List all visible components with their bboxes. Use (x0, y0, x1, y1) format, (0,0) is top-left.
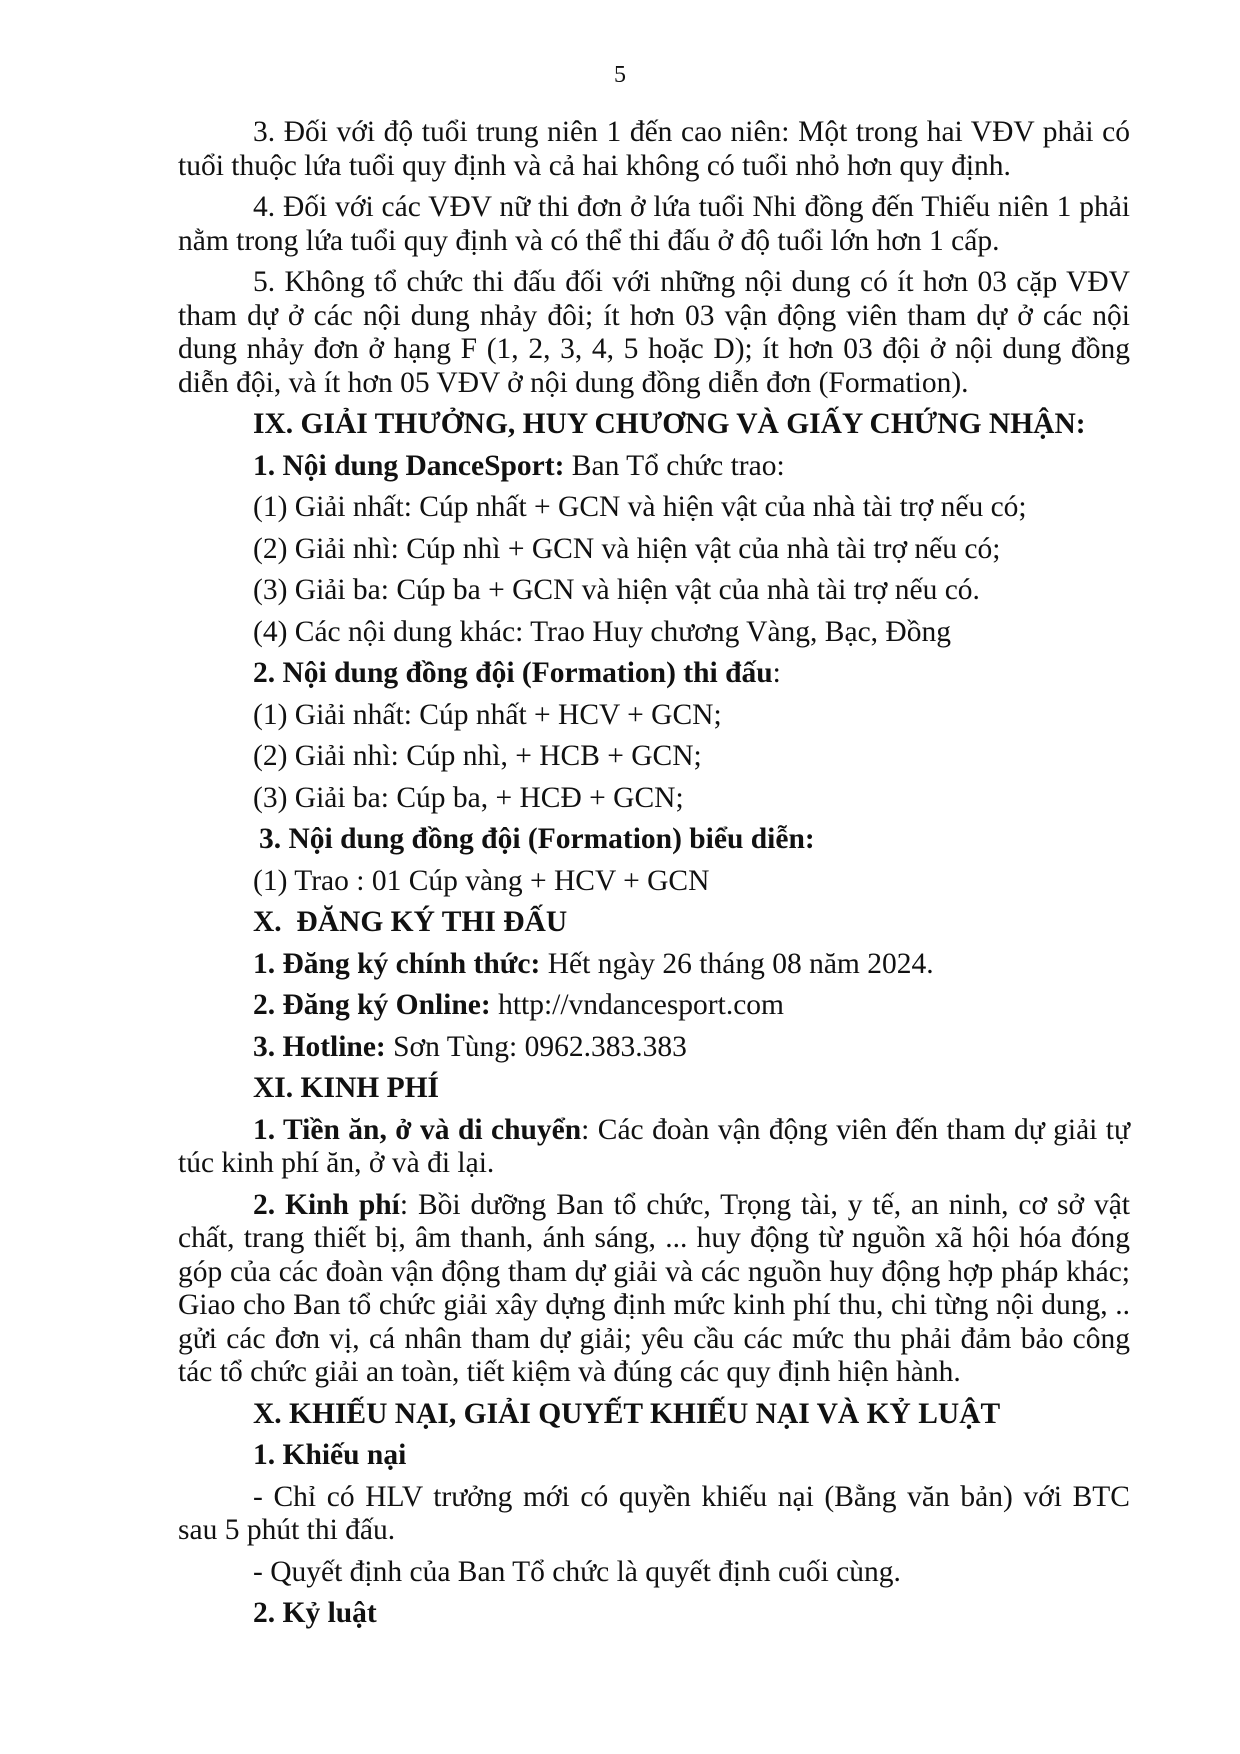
section-complaints-heading: X. KHIẾU NẠI, GIẢI QUYẾT KHIẾU NẠI VÀ KỶ LUẬT (253, 1397, 1001, 1430)
complaints-subheading: 1. Khiếu nại (253, 1439, 407, 1471)
registration-online: 2. Đăng ký Online: http://vndancesport.com (253, 989, 784, 1021)
age-rule-5: 5. Không tổ chức thi đấu đối với những nội dung có ít hơn 03 cặp VĐV tham dự ở các nội dung nhảy đôi; ít hơn 03 vận động viên tham dự ở các nội dung nhảy đơn ở hạng F (1, 2, 3, 4, 5 hoặc D); ít hơn 03 đội ở nội dung đồng diễn đội, và ít hơn 05 VĐV ở nội dung đồng diễn đơn (Formation). (178, 266, 1130, 399)
section-ix-heading: IX. GIẢI THƯỞNG, HUY CHƯƠNG VÀ GIẤY CHỨNG NHẬN: (253, 408, 1086, 440)
age-rule-3: 3. Đối với độ tuổi trung niên 1 đến cao niên: Một trong hai VĐV phải có tuổi thuộc lứa tuổi quy định và cả hai không có tuổi nhỏ hơn quy định. (178, 116, 1130, 182)
discipline-subheading: 2. Kỷ luật (253, 1597, 377, 1629)
section-xi-heading: XI. KINH PHÍ (253, 1072, 440, 1104)
funding-travel: 1. Tiền ăn, ở và di chuyển: Các đoàn vận động viên đến tham dự giải tự túc kinh phí ăn, ở và đi lại. (178, 1113, 1130, 1179)
prize-list-item: (4) Các nội dung khác: Trao Huy chương Vàng, Bạc, Đồng (253, 615, 951, 648)
prize-list-item: (3) Giải ba: Cúp ba, + HCĐ + GCN; (253, 781, 684, 814)
prize-list-item: (3) Giải ba: Cúp ba + GCN và hiện vật của nhà tài trợ nếu có. (253, 574, 980, 606)
prize-list-item: (2) Giải nhì: Cúp nhì, + HCB + GCN; (253, 740, 702, 772)
age-rule-4: 4. Đối với các VĐV nữ thi đơn ở lứa tuổi Nhi đồng đến Thiếu niên 1 phải nằm trong lứa tuổi quy định và có thể thi đấu ở độ tuổi lớn hơn 1 cấp. (178, 191, 1130, 257)
complaints-rule-2: - Quyết định của Ban Tổ chức là quyết định cuối cùng. (253, 1555, 901, 1588)
prize-list-item: (1) Trao : 01 Cúp vàng + HCV + GCN (253, 864, 710, 897)
prize-list-item: (1) Giải nhất: Cúp nhất + HCV + GCN; (253, 698, 722, 731)
prize-list-item: (1) Giải nhất: Cúp nhất + GCN và hiện vật của nhà tài trợ nếu có; (253, 491, 1027, 523)
funding-budget: 2. Kinh phí: Bồi dưỡng Ban tổ chức, Trọng tài, y tế, an ninh, cơ sở vật chất, trang thiết bị, âm thanh, ánh sáng, ... huy động từ nguồn xã hội hóa đóng góp của các đoàn vận động tham dự giải và các nguồn huy động hợp pháp khác; Giao cho Ban tổ chức giải xây dựng định mức kinh phí thu, chi từng nội dung, .. gửi các đơn vị, cá nhân tham dự giải; yêu cầu các mức thu phải đảm bảo công tác tổ chức giải an toàn, tiết kiệm và đúng các quy định hiện hành. (178, 1188, 1131, 1388)
page-number: 5 (614, 62, 626, 88)
complaints-rule-1: - Chỉ có HLV trưởng mới có quyền khiếu nại (Bằng văn bản) với BTC sau 5 phút thi đấu. (178, 1480, 1130, 1546)
section-registration-heading: X. ĐĂNG KÝ THI ĐẤU (253, 906, 568, 938)
registration-official: 1. Đăng ký chính thức: Hết ngày 26 tháng 08 năm 2024. (253, 947, 934, 980)
prize-formation-show-label: 3. Nội dung đồng đội (Formation) biểu diễn: (259, 823, 815, 855)
registration-hotline: 3. Hotline: Sơn Tùng: 0962.383.383 (253, 1030, 687, 1063)
prize-list-item: (2) Giải nhì: Cúp nhì + GCN và hiện vật của nhà tài trợ nếu có; (253, 532, 1001, 565)
prize-formation-competition-label: 2. Nội dung đồng đội (Formation) thi đấu: (253, 657, 781, 689)
prize-dancesport-label: 1. Nội dung DanceSport: Ban Tổ chức trao: (253, 449, 785, 482)
document-body (178, 116, 1130, 1631)
